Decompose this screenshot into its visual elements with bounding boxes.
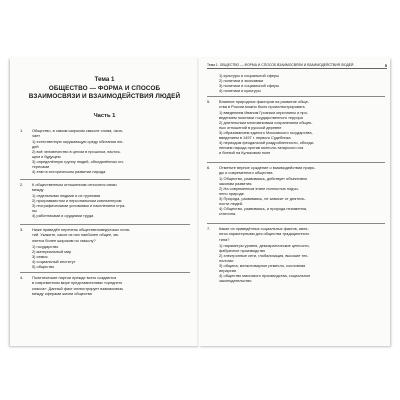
- answer-option[interactable]: 2) материальный мир: [32, 249, 72, 254]
- stem-line: ства в России можно было проиллюстрировать: [219, 104, 305, 110]
- question-separator: [20, 272, 190, 273]
- answer-option: нологии: [219, 258, 234, 263]
- answer-option: ности людей.: [219, 201, 244, 206]
- answer-option: тересами: [32, 164, 50, 169]
- answer-option[interactable]: 3) Природа, развиваясь, не зависит от деятель-: [219, 196, 306, 201]
- answer-option[interactable]: 2) программистом и персональным компьютером: [32, 198, 122, 203]
- theme-title-line: ВЗАИМОСВЯЗИ И ВЗАИМОДЕЙСТВИЯ ЛЮДЕЙ: [28, 93, 181, 100]
- answer-option[interactable]: 4) социальный институт: [32, 259, 76, 264]
- answer-option[interactable]: 1) государство: [32, 244, 59, 249]
- question-number: 3.: [20, 227, 24, 232]
- stem-line: Политические партии прежде всего создаются: [32, 275, 117, 280]
- question-stem: [219, 226, 374, 242]
- answer-option[interactable]: 1) культуры и социальной сферы: [219, 73, 280, 78]
- answer-option: введением в 1497 г. первого Судебника: [219, 135, 291, 140]
- question-2: [20, 182, 192, 221]
- running-head-text: Тема 1. ОБЩЕСТВО — ФОРМА И СПОСОБ ВЗАИМОСВЯЗИ И ВЗАИМОДЕЙСТВИЯ ЛЮДЕЙ: [207, 63, 354, 67]
- question-5: [207, 99, 387, 157]
- theme-label: Тема 1: [94, 76, 115, 83]
- answer-option[interactable]: 4) политики и культуры: [219, 88, 261, 93]
- part-label: Часть 1: [93, 113, 116, 119]
- stem-line: класса». Данный факт иллюстрирует взаимосвязь: [32, 285, 124, 291]
- question-separator: [207, 96, 385, 97]
- question-number: 2.: [20, 182, 24, 187]
- stem-line: между: [32, 187, 44, 193]
- answer-option[interactable]: 3) община, мелкотоварное ремесло, сословная: [219, 263, 306, 268]
- answer-option[interactable]: 2) длительным многовековым сохранением общин-: [219, 120, 313, 125]
- answer-option[interactable]: 4) Общество, развиваясь, и природа неизменна,: [219, 206, 308, 211]
- question-separator: [207, 162, 385, 163]
- stem-line: Ниже приведён перечень общественоведческих поня-: [32, 227, 131, 232]
- question-stem: [32, 227, 190, 243]
- stem-line: Какие из приведённых социальных фактов, явля-: [219, 226, 309, 231]
- question-stem: [219, 165, 374, 176]
- answer-option[interactable]: 1) Общество, развиваясь, действует объективно: [219, 176, 307, 181]
- answer-option[interactable]: 4) общество массового производства, социальное: [219, 273, 311, 278]
- question-separator: [20, 179, 190, 180]
- stem-line: Отметьте верное суждение о взаимодействии приро-: [219, 165, 316, 170]
- question-number: 6.: [207, 165, 211, 170]
- answer-option: иерархия: [219, 268, 237, 273]
- question-number: 5.: [207, 99, 211, 104]
- question-7: [207, 226, 387, 284]
- answer-option: нено природе.: [219, 191, 245, 196]
- answer-option[interactable]: 2) электронные сети, глобализация, высокие тех-: [219, 253, 309, 258]
- answer-option[interactable]: 4) работниками и орудиями труда: [32, 213, 94, 218]
- question-stem: [32, 182, 182, 193]
- stem-line: ляется более широким по смыслу?: [32, 237, 96, 243]
- question-4-options: [207, 73, 387, 95]
- running-head: [207, 63, 387, 67]
- answer-option[interactable]: 3) географическими условиями и населением стра-: [32, 203, 126, 208]
- answer-option: и битвой на Куликовом поле: [219, 150, 271, 155]
- question-3: [20, 227, 192, 269]
- theme-title: [24, 85, 185, 101]
- right-page: [199, 58, 390, 346]
- answer-option: ных отношений в русской деревне: [219, 125, 282, 130]
- question-separator: [20, 224, 190, 225]
- answer-option: ны: [32, 208, 37, 213]
- stem-line: тий. Укажите, какое из них наиболее общее, яв-: [32, 232, 119, 238]
- question-stem: [219, 99, 374, 110]
- question-stem: [32, 275, 190, 297]
- answer-option[interactable]: 3) определённую группу людей, объединённых ин-: [32, 159, 124, 164]
- answer-option: законам развития.: [219, 181, 253, 186]
- question-4: [20, 275, 192, 299]
- answer-option[interactable]: 4) периодом феодальной раздробленности, объеди-: [219, 140, 315, 145]
- stem-line: Общество, в самом широком смысле слова, озна-: [32, 128, 123, 133]
- header-rule: [207, 68, 387, 69]
- stem-line: ются характерными для общества традиционного: [219, 231, 310, 237]
- question-6: [207, 165, 387, 218]
- answer-option[interactable]: 2) На современном этапе полностью подчи-: [219, 186, 299, 191]
- answer-option[interactable]: 5) общество: [32, 264, 55, 269]
- answer-option: нением народа против монголо-татарского ига: [219, 145, 304, 150]
- question-number: 4.: [20, 275, 24, 280]
- answer-option[interactable]: 3) семья: [32, 254, 48, 259]
- question-number: 1.: [20, 128, 24, 133]
- page-number: 5: [384, 63, 387, 68]
- answer-option[interactable]: 1) отдельными людьми и их группами: [32, 193, 101, 198]
- question-1: [20, 128, 192, 176]
- answer-option[interactable]: 1) параметры уровня, демократические ценности,: [219, 243, 310, 248]
- answer-option: щем и будущем: [32, 154, 61, 159]
- answer-option: статична.: [219, 211, 237, 216]
- answer-option: ведением политики государственного террора: [219, 115, 303, 120]
- answer-option: фабричное производство: [219, 248, 266, 253]
- answer-option[interactable]: 2) политики и экономики: [219, 78, 264, 83]
- stem-line: типа?: [219, 236, 230, 242]
- answer-option[interactable]: 2) всё человечество в целом в прошлом, настоя-: [32, 149, 121, 154]
- answer-option[interactable]: 4) этап в историческом развитии народа: [32, 169, 106, 174]
- answer-option: законодательство: [219, 278, 252, 283]
- question-stem: [32, 128, 182, 139]
- stem-line: между сферами жизни общества: [32, 291, 92, 297]
- stem-line: в современном мире представителями «среднего: [32, 280, 123, 286]
- stem-line: ды и современного общества.: [219, 170, 274, 176]
- stem-line: Влияние природных факторов на развитие обще-: [219, 99, 310, 104]
- stem-line: чает: [32, 133, 41, 139]
- answer-option[interactable]: 1) введением Иваном Грозным опричнины и про-: [219, 110, 309, 115]
- answer-option[interactable]: 1) естественную окружающую среду обитания лю-: [32, 139, 124, 144]
- answer-option: дей: [32, 144, 39, 149]
- answer-option[interactable]: 3) политики и социальной сферы: [219, 83, 280, 88]
- answer-option[interactable]: 3) образованием единого Московского государства,: [219, 130, 313, 135]
- question-separator: [207, 223, 385, 224]
- stem-line: К общественным отношениям относятся связи: [32, 182, 117, 187]
- left-page: [10, 58, 199, 346]
- question-number: 7.: [207, 226, 211, 231]
- theme-title-line: ОБЩЕСТВО — ФОРМА И СПОСОБ: [48, 85, 161, 92]
